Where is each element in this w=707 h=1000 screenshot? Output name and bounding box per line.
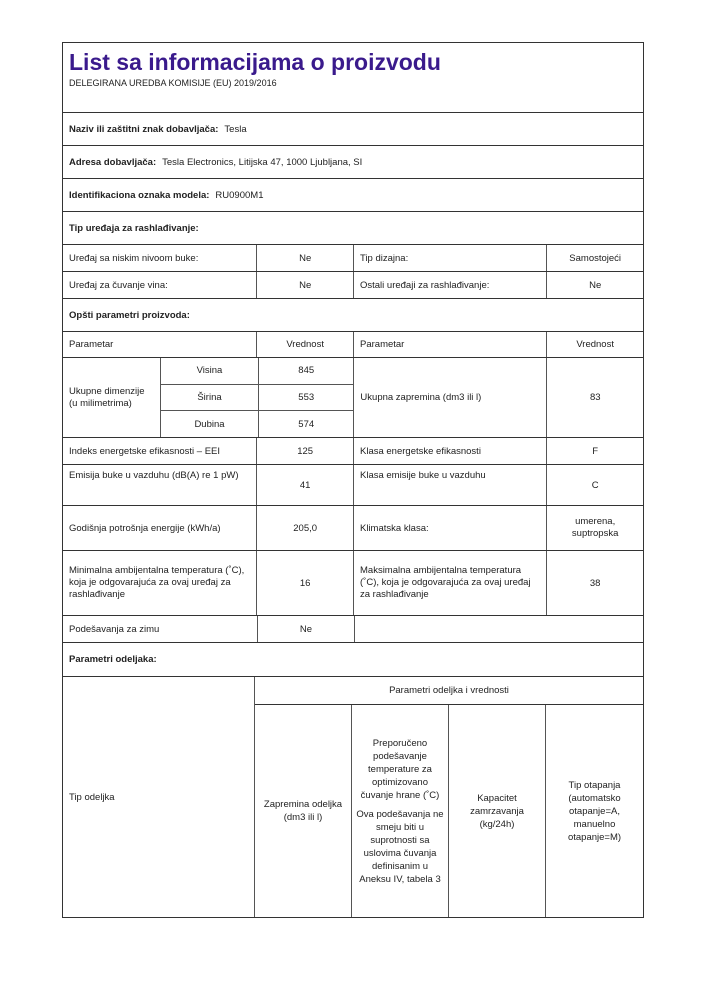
supplier-address-value: Tesla Electronics, Litijska 47, 1000 Ljubljana, SI [162, 156, 363, 168]
row-value: Ne [257, 272, 354, 298]
row-value: 125 [257, 438, 354, 464]
section-title: Opšti parametri proizvoda: [69, 309, 190, 321]
supplier-name-value: Tesla [224, 123, 247, 135]
column-header: Vrednost [576, 339, 614, 350]
row-label: Klasa emisije buke u vazduhu [354, 465, 547, 505]
product-info-sheet [62, 42, 644, 918]
height-value: 845 [298, 365, 315, 377]
row-value: Ne [589, 279, 602, 291]
row-value: Ne [258, 616, 355, 642]
column-header [352, 705, 449, 917]
depth-value: 574 [298, 418, 315, 430]
row-label: Maksimalna ambijentalna temperatura (˚C), koja je odgovarajuća za ovaj uređaj za rashlađivanje [354, 551, 547, 615]
model-value: RU0900M1 [215, 189, 264, 201]
table-row [63, 272, 643, 299]
supplier-name-label: Naziv ili zaštitni znak dobavljača: [69, 123, 219, 135]
column-header-text: Preporučeno podešavanje temperature za optimizovano čuvanje hrane (˚C) [360, 737, 440, 801]
row-value: 38 [589, 577, 601, 589]
row-label: Podešavanja za zimu [63, 616, 258, 642]
row-value: Samostojeći [569, 252, 622, 264]
volume-value: 83 [589, 392, 601, 403]
row-value: C [591, 479, 599, 491]
table-row [63, 506, 643, 551]
dimensions-label: Ukupne dimenzije (u milimetrima) [63, 358, 161, 437]
compartments-section [63, 643, 643, 677]
row-value: umerena, suptropska [571, 516, 619, 539]
supplier-name-row [63, 113, 643, 146]
height-label: Visina [161, 358, 259, 384]
row-label: Minimalna ambijentalna temperatura (˚C), koja je odgovarajuća za ovaj uređaj za rashlađivanje [63, 551, 257, 615]
model-label: Identifikaciona oznaka modela: [69, 189, 210, 201]
row-label: Ostali uređaji za rashlađivanje: [354, 272, 547, 298]
column-header-note: Ova podešavanja ne smeju biti u suprotnosti sa uslovima čuvanja definisanim u Aneksu IV, tabela 3 [356, 808, 444, 885]
width-label: Širina [161, 385, 259, 411]
column-header: Vrednost [257, 332, 354, 357]
supplier-address-label: Adresa dobavljača: [69, 156, 157, 168]
supplier-address-row [63, 146, 643, 179]
column-header: Parametar [63, 332, 257, 357]
column-header-text: Tip otapanja (automatsko otapanje=A, manuelno otapanje=M) [567, 779, 622, 843]
table-row [63, 465, 643, 506]
column-header [546, 705, 643, 917]
column-header: Parametar [354, 332, 547, 357]
empty-cell [355, 616, 643, 642]
compartment-type-label: Tip odeljka [63, 677, 255, 917]
table-row [63, 616, 643, 643]
table-row [63, 551, 643, 616]
row-value: 205,0 [257, 506, 354, 550]
table-row [63, 245, 643, 272]
depth-label: Dubina [161, 411, 259, 437]
column-header-text: Kapacitet zamrzavanja (kg/24h) [470, 792, 524, 830]
volume-label: Ukupna zapremina (dm3 ili l) [354, 358, 547, 437]
compartments-table [63, 677, 643, 917]
compartment-params-header: Parametri odeljka i vrednosti [255, 677, 643, 705]
general-params-section [63, 299, 643, 332]
row-label: Uređaj sa niskim nivoom buke: [63, 245, 257, 271]
column-header-text: Zapremina odeljka (dm3 ili l) [263, 799, 343, 823]
device-type-section [63, 212, 643, 245]
table-header-row [63, 332, 643, 358]
row-value: Ne [257, 245, 354, 271]
regulation-subtitle: DELEGIRANA UREDBA KOMISIJE (EU) 2019/2016 [69, 78, 277, 88]
dimensions-row [63, 358, 643, 438]
row-label: Emisija buke u vazduhu (dB(A) re 1 pW) [63, 465, 257, 505]
row-label: Indeks energetske efikasnosti – EEI [63, 438, 257, 464]
column-header [255, 705, 352, 917]
row-label: Klasa energetske efikasnosti [354, 438, 547, 464]
section-title: Tip uređaja za rashlađivanje: [69, 222, 199, 234]
row-value: F [592, 445, 599, 457]
column-header [449, 705, 546, 917]
table-row [63, 438, 643, 465]
row-label: Klimatska klasa: [354, 506, 547, 550]
width-value: 553 [298, 392, 315, 403]
section-title: Parametri odeljaka: [69, 654, 157, 665]
title-block [63, 43, 643, 113]
row-value: 41 [257, 465, 354, 505]
row-label: Tip dizajna: [354, 245, 547, 271]
page-title: List sa informacijama o proizvodu [69, 49, 441, 75]
row-label: Uređaj za čuvanje vina: [63, 272, 257, 298]
model-row [63, 179, 643, 212]
row-label: Godišnja potrošnja energije (kWh/a) [63, 506, 257, 550]
row-value: 16 [257, 551, 354, 615]
